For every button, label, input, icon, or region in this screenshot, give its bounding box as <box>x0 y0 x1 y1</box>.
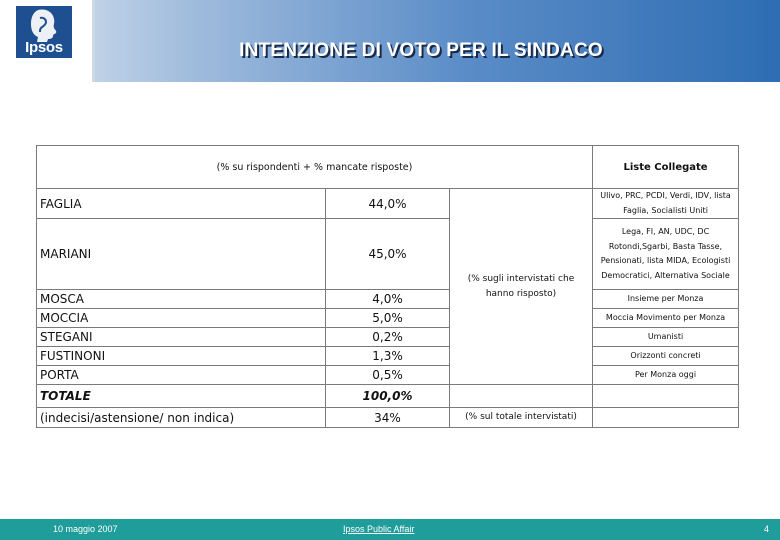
header-banner <box>0 0 780 82</box>
undecided-row <box>37 408 739 428</box>
undecided-pct: 34% <box>326 408 450 428</box>
liste-collegate: Per Monza oggi <box>593 366 739 385</box>
table-row <box>37 366 739 385</box>
liste-collegate: Ulivo, PRC, PCDI, Verdi, IDV, lista Faglia, Socialisti Uniti <box>593 189 739 219</box>
total-pct: 100,0% <box>326 385 450 408</box>
liste-collegate: Umanisti <box>593 328 739 347</box>
candidate-pct: 1,3% <box>326 347 450 366</box>
candidate-name: PORTA <box>37 366 326 385</box>
header-note: (% su rispondenti + % mancate risposte) <box>37 146 593 189</box>
footer-link[interactable]: Ipsos Public Affair <box>343 524 415 534</box>
table-row <box>37 309 739 328</box>
liste-collegate: Moccia Movimento per Monza <box>593 309 739 328</box>
candidate-pct: 44,0% <box>326 189 450 219</box>
empty-cell <box>450 385 593 408</box>
table-row <box>37 189 739 219</box>
logo-wordmark: Ipsos <box>25 39 63 56</box>
candidate-name: FUSTINONI <box>37 347 326 366</box>
vote-intention-table <box>36 145 739 428</box>
table-row <box>37 290 739 309</box>
ipsos-logo <box>16 6 72 58</box>
total-label: TOTALE <box>37 385 326 408</box>
undecided-label: (indecisi/astensione/ non indica) <box>37 408 326 428</box>
candidate-pct: 5,0% <box>326 309 450 328</box>
middle-note-text: (% sugli intervistati che hanno risposto) <box>467 273 575 299</box>
liste-collegate: Insieme per Monza <box>593 290 739 309</box>
liste-collegate: Orizzonti concreti <box>593 347 739 366</box>
candidate-name: MOCCIA <box>37 309 326 328</box>
liste-collegate: Lega, FI, AN, UDC, DC Rotondi,Sgarbi, Basta Tasse, Pensionati, lista MIDA, Ecologisti Democratici, Alternativa Sociale <box>593 219 739 290</box>
candidate-name: FAGLIA <box>37 189 326 219</box>
empty-cell <box>593 408 739 428</box>
candidate-pct: 0,5% <box>326 366 450 385</box>
empty-cell <box>593 385 739 408</box>
footer-bar <box>0 519 780 540</box>
logo-area <box>0 0 95 82</box>
middle-note <box>450 189 593 385</box>
table-row <box>37 219 739 290</box>
candidate-pct: 4,0% <box>326 290 450 309</box>
total-row <box>37 385 739 408</box>
candidate-pct: 45,0% <box>326 219 450 290</box>
header-liste-collegate: Liste Collegate <box>593 146 739 189</box>
table-header-row <box>37 146 739 189</box>
candidate-name: STEGANI <box>37 328 326 347</box>
candidate-name: MOSCA <box>37 290 326 309</box>
candidate-name: MARIANI <box>37 219 326 290</box>
page-title: INTENZIONE DI VOTO PER IL SINDACO <box>239 40 603 61</box>
candidate-pct: 0,2% <box>326 328 450 347</box>
table-row <box>37 328 739 347</box>
page-number: 4 <box>764 524 770 534</box>
undecided-note: (% sul totale intervistati) <box>450 408 593 428</box>
table-row <box>37 347 739 366</box>
footer-date: 10 maggio 2007 <box>53 524 118 534</box>
